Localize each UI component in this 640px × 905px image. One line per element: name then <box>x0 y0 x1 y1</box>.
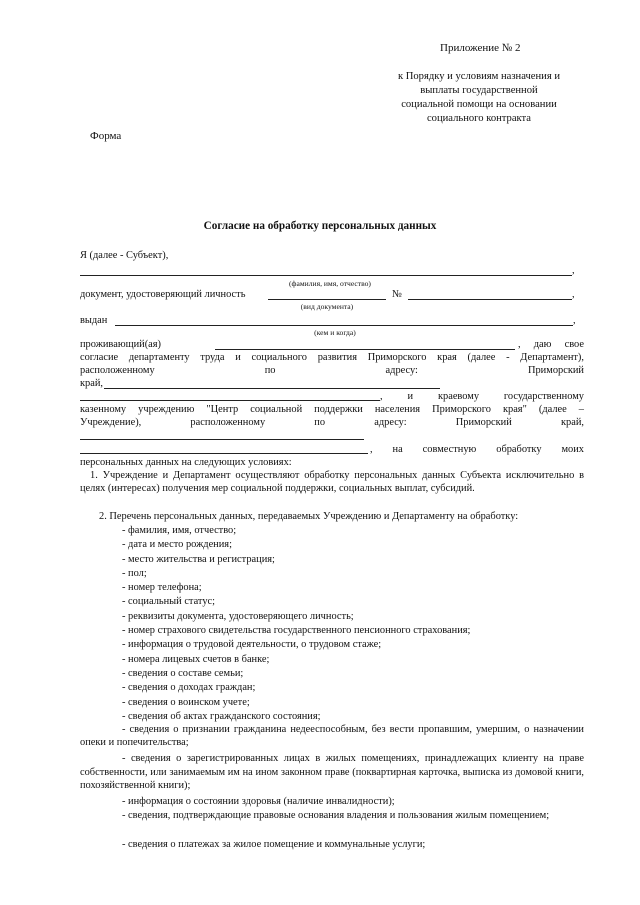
appendix-reference <box>364 70 594 126</box>
list-item: - реквизиты документа, удостоверяющего личность; <box>122 610 354 622</box>
fio-comma: , <box>572 265 575 276</box>
appendix-reference-line: выплаты государственной <box>420 85 538 96</box>
list-item: - информация о трудовой деятельности, о трудовом стаже; <box>122 639 382 651</box>
document-caption: (вид документа) <box>300 302 354 311</box>
list-item: - сведения о воинском учете; <box>122 696 250 708</box>
list-item: - фамилия, имя, отчество; <box>122 525 237 536</box>
consent-line-5: казенному учреждению "Центр социальной поддержки населения Приморского края" (далее – <box>80 404 584 415</box>
list-item-housing: - сведения, подтверждающие правовые основания владения и пользования жилым помещением; <box>122 810 550 821</box>
list-item: - сведения о составе семьи; <box>122 667 244 679</box>
issued-comma: , <box>573 315 576 326</box>
residing-label: проживающий(ая) <box>80 339 162 350</box>
subject-intro: Я (далее - Субъект), <box>80 250 169 261</box>
consent-line-1: согласие департаменту труда и социального развития Приморского края (далее - Департамент), <box>80 352 584 363</box>
document-comma: , <box>572 289 575 300</box>
list-item: - дата и место рождения; <box>122 539 232 551</box>
personal-data-list <box>122 524 470 724</box>
consent-line-6: Учреждение), расположенному по адресу: Приморский край, <box>80 417 584 428</box>
appendix-reference-line: социального контракта <box>426 113 532 124</box>
residing-address-field[interactable] <box>215 349 515 350</box>
page-title: Согласие на обработку персональных данных <box>203 220 437 232</box>
document-number-field[interactable] <box>408 299 572 300</box>
gives-text: , даю свое <box>518 339 584 350</box>
appendix-reference-line: к Порядку и условиям назначения и <box>397 71 561 82</box>
consent-line-4: , и краевому государственному <box>380 391 584 402</box>
list-item: - номер телефона; <box>122 582 202 594</box>
list-item: - сведения о доходах граждан; <box>122 682 256 694</box>
document-number-label: № <box>392 289 402 300</box>
list-item-payments: - сведения о платежах за жилое помещение и коммунальные услуги; <box>122 839 426 850</box>
document-label: документ, удостоверяющий личность <box>80 289 246 300</box>
list-item: - номера лицевых счетов в банке; <box>122 653 270 665</box>
form-label: Форма <box>90 130 122 142</box>
fio-field[interactable] <box>80 275 572 276</box>
consent-line-2: расположенному по адресу: Приморский <box>80 365 584 376</box>
department-address-field-2[interactable] <box>80 400 380 401</box>
institution-address-field-2[interactable] <box>80 453 368 454</box>
institution-address-field[interactable] <box>80 439 364 440</box>
document-type-field[interactable] <box>268 299 386 300</box>
clause-1: 1. Учреждение и Департамент осуществляют обработку персональных данных Субъекта исключительно в целях (интересах) получения мер социальной поддержки, социальных выплат, субсидий. <box>80 470 584 494</box>
list-item: - пол; <box>122 567 147 579</box>
consent-line-3: край, <box>80 378 104 389</box>
list-item: - место жительства и регистрация; <box>122 553 275 565</box>
consent-line-8: персональных данных на следующих условиях: <box>80 457 292 468</box>
issued-label: выдан <box>80 315 108 326</box>
appendix-reference-line: социальной помощи на основании <box>401 99 557 110</box>
clause-2: 2. Перечень персональных данных, передаваемых Учреждению и Департаменту на обработку: <box>99 511 519 522</box>
list-item: - сведения об актах гражданского состояния; <box>122 710 321 722</box>
list-item-health: - информация о состоянии здоровья (наличие инвалидности); <box>122 796 395 807</box>
appendix-number: Приложение № 2 <box>440 42 521 54</box>
list-item-guardianship: - сведения о признании гражданина недееспособным, без вести пропавшим, умершим, о назначении опеки и попечительства; <box>80 724 584 748</box>
issued-field[interactable] <box>115 325 573 326</box>
fio-caption: (фамилия, имя, отчество) <box>289 279 371 288</box>
department-address-field[interactable] <box>104 388 440 389</box>
consent-line-7: , на совместную обработку моих <box>370 444 584 455</box>
list-item: - номер страхового свидетельства государственного пенсионного страхования; <box>122 625 471 637</box>
list-item-registered-persons: - сведения о зарегистрированных лицах в жилых помещениях, принадлежащих клиенту на праве собственности, или занимаемым им на ином законном праве (поквартирная карточка, выписка из домовой книги, похозяйственной книги); <box>80 753 584 791</box>
list-item: - социальный статус; <box>122 596 216 608</box>
issued-caption: (кем и когда) <box>314 328 356 337</box>
